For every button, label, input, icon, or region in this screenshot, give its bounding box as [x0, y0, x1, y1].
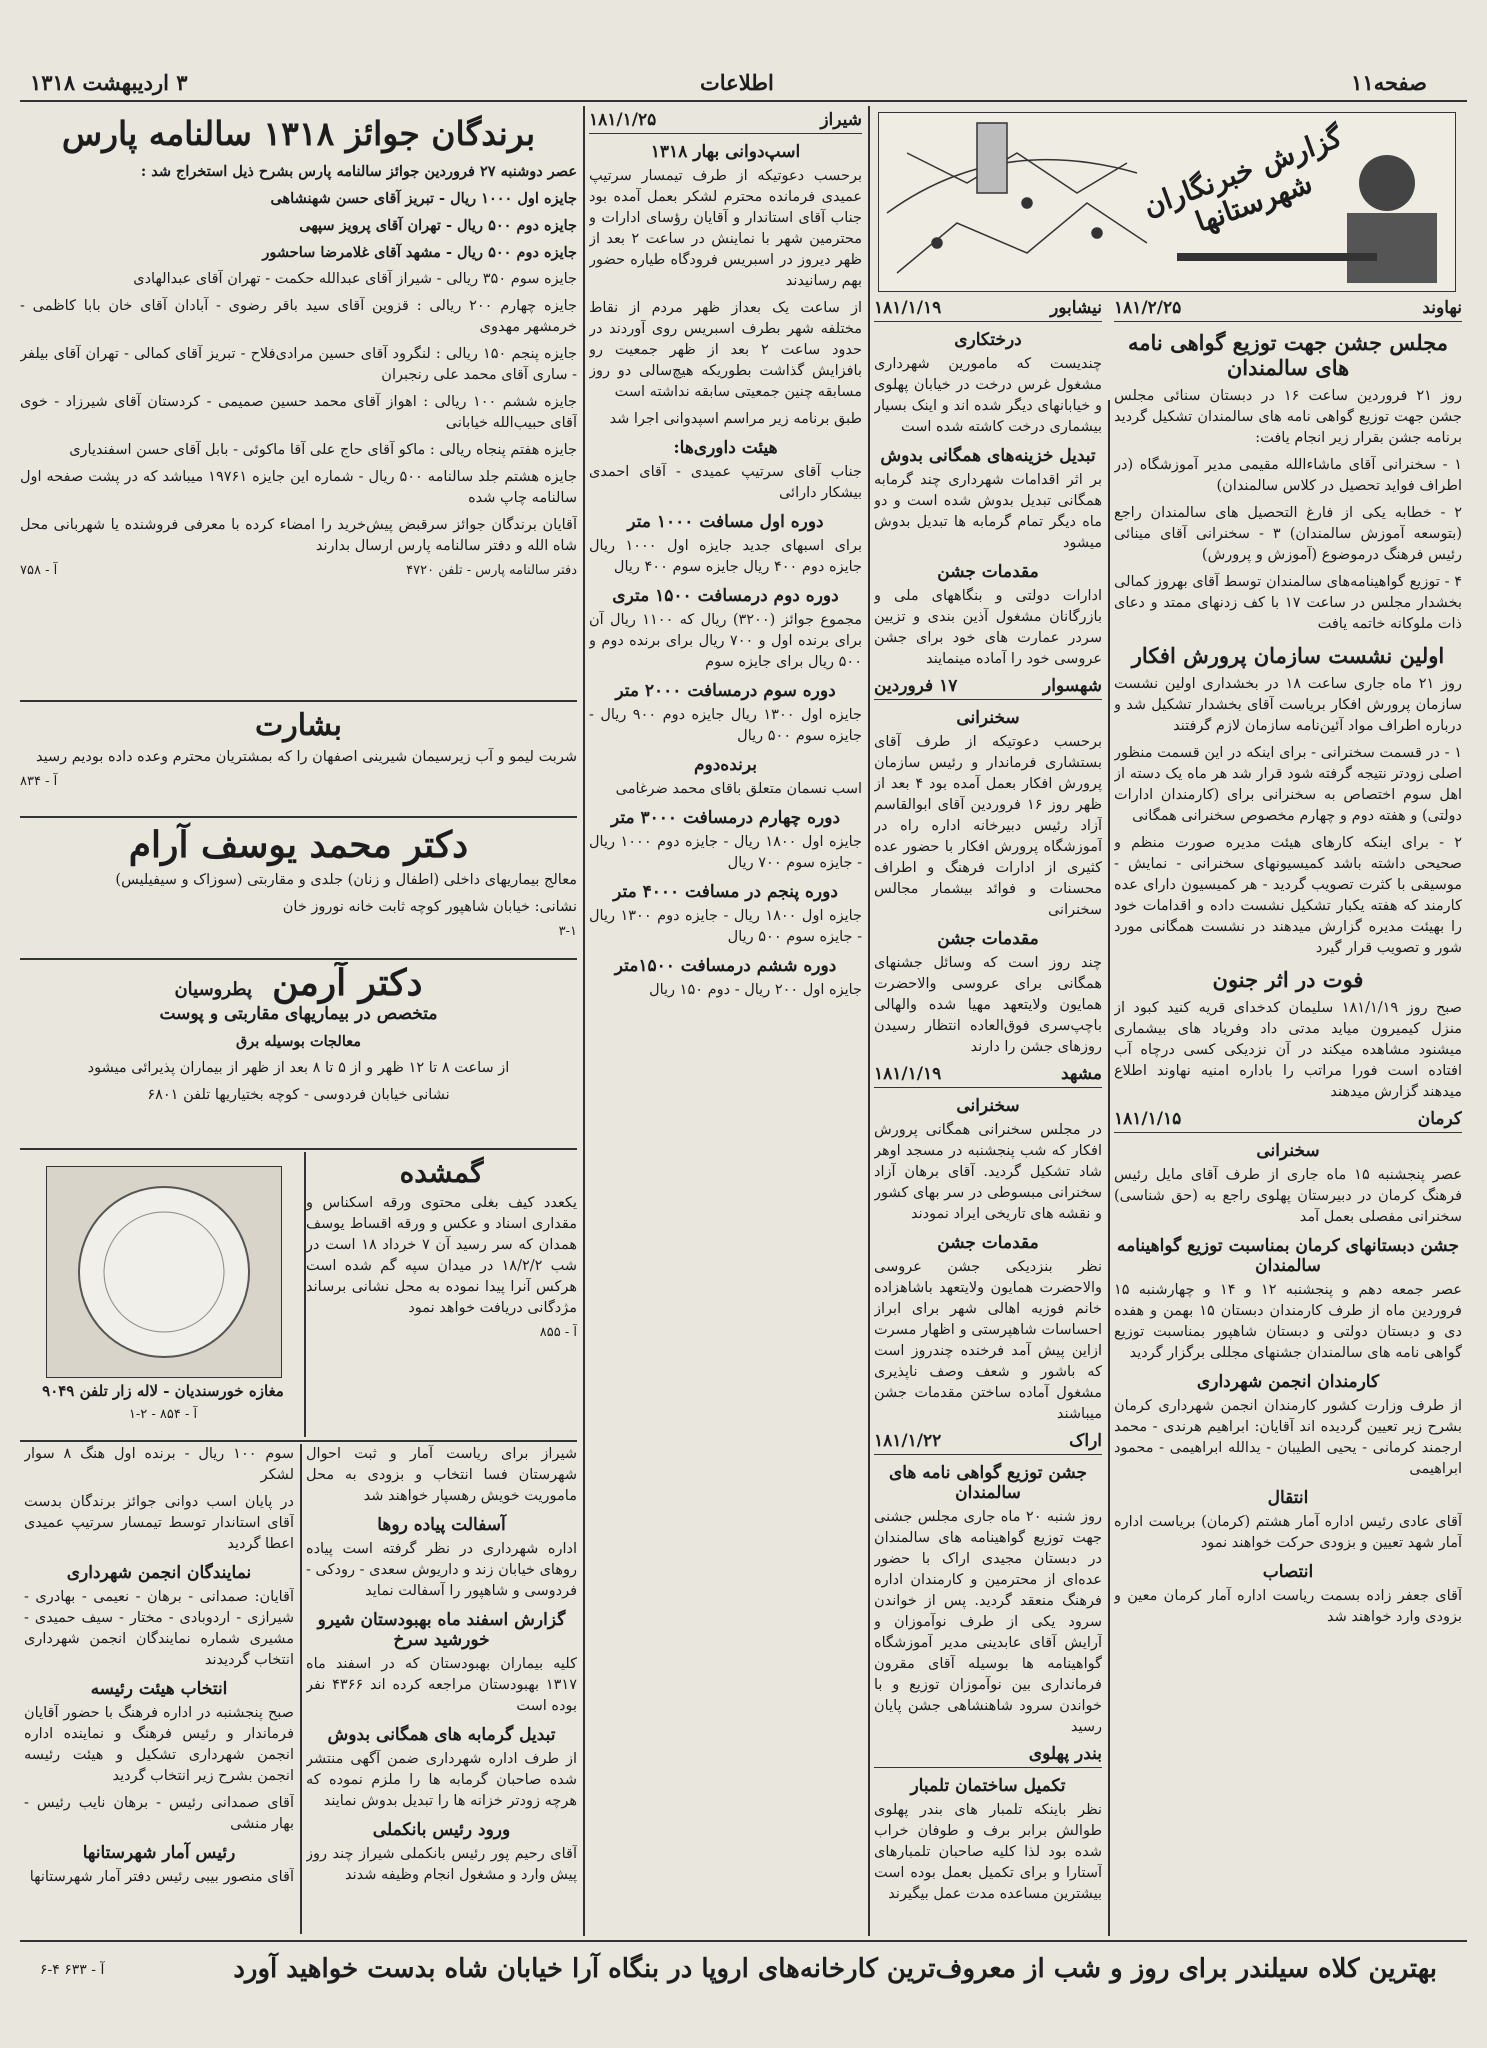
- date: ۱۸۱/۱/۱۵: [1114, 1109, 1182, 1129]
- column-mid-left: [589, 108, 862, 1936]
- city: شیراز: [820, 110, 862, 130]
- ad-title: دکتر محمد یوسف آرام: [128, 824, 469, 866]
- date: ۱۸۱/۲/۲۵: [1114, 298, 1182, 318]
- paragraph: آقایان: صمدانی - برهان - نعیمی - بهادری - شیرازی - اردوبادی - مختار - سیف حمیدی - مشیری شماره نمایندگان انجمن شهرداری انتخاب گردیدند: [24, 1589, 294, 1668]
- column-left-b: [24, 1444, 294, 1934]
- headline: اسپ‌دوانی بهار ۱۳۱۸: [650, 142, 801, 162]
- issue-date: ۳ اردیبهشت ۱۳۱۸: [30, 70, 188, 95]
- ad-rule: [304, 1152, 306, 1437]
- headline: سخنرانی: [956, 1096, 1020, 1116]
- headline: آسفالت پیاده روها: [377, 1515, 506, 1535]
- paragraph: ۲ - خطابه یکی از فارغ التحصیل های سالمندان راجع (بتوسعه آموزش سالمندان) ۳ - سخنرانی آقای مینائی رئیس فرهنگ درموضوع (آموزش و پرورش): [1114, 505, 1462, 563]
- ad-title: برندگان جوائز ۱۳۱۸ سالنامه پارس: [61, 114, 536, 153]
- ad-dr-armen: [20, 962, 577, 1142]
- ad-text: آقایان برندگان جوائز سرقبض پیش‌خرید را امضاء کرده با معرفی فروشنده یا شهربانی محل شاه الله و دفتر سالنامه پارس ارسال بدارند: [20, 517, 577, 554]
- ad-code: آ - ۸۳۴: [20, 774, 58, 789]
- headline: برنده‌دوم: [694, 755, 757, 775]
- headline: دوره پنجم در مسافت ۴۰۰۰ متر: [613, 882, 838, 902]
- city: نهاوند: [1422, 298, 1462, 318]
- paragraph: بر اثر اقدامات شهرداری چند گرمابه همگانی تبدیل بدوش شده است و دو ماه دیگر تمام گرمابه ها تبدیل بدوش میشود: [874, 472, 1102, 551]
- paragraph: ۱ - سخنرانی آقای ماشاءالله مقیمی مدیر آموزشگاه (در اطراف فواید تحصیل در کلاس سالمندان): [1114, 457, 1462, 494]
- headline: دوره ششم درمسافت ۱۵۰۰متر: [614, 956, 837, 976]
- city: کرمان: [1417, 1109, 1462, 1129]
- date: ۱۸۱/۱/۱۹: [874, 1064, 942, 1084]
- headline: دوره اول مسافت ۱۰۰۰ متر: [627, 512, 824, 532]
- headline: مجلس جشن جهت توزیع گواهی نامه های سالمندان: [1128, 330, 1448, 380]
- dateline: [874, 1431, 1102, 1455]
- paragraph: جایزه اول ۱۸۰۰ ریال - جایزه دوم ۱۳۰۰ ریال - جایزه سوم ۵۰۰ ریال: [589, 908, 862, 945]
- paragraph: آقای منصور بیبی رئیس دفتر آمار شهرستانها: [29, 1869, 294, 1885]
- paragraph: روز ۲۱ ماه جاری ساعت ۱۸ در بخشداری اولین نشست سازمان پرورش افکار بریاست آقای بخشدار تشکیل شد و درباره اطراف مواد آئین‌نامه سازمان لازم گرفتند: [1114, 676, 1462, 734]
- column-mid-right: [874, 296, 1102, 1936]
- paragraph: عصر پنجشنبه ۱۵ ماه جاری از طرف آقای مایل رئیس فرهنگ کرمان در دبیرستان پهلوی راجع به (حق شناسی) سخنرانی مفصلی بعمل آمد: [1114, 1167, 1462, 1225]
- ad-lost-item: [306, 1152, 577, 1432]
- date: ۱۷ فروردین: [874, 676, 958, 696]
- headline: جشن توزیع گواهی نامه های سالمندان: [888, 1463, 1088, 1503]
- headline: مقدمات جشن: [937, 562, 1039, 582]
- ad-text: جایزه ششم ۱۰۰ ریالی : اهواز آقای محمد حسین صمیمی - کردستان آقای شیرزاد - خوی آقای حبیب‌الله خیابانی: [20, 394, 577, 431]
- dateline: [1114, 298, 1462, 322]
- city: شهسوار: [1043, 676, 1102, 696]
- headline: نمایندگان انجمن شهرداری: [66, 1563, 252, 1583]
- headline: اولین نشست سازمان پرورش افکار: [1131, 643, 1445, 668]
- paragraph: روز شنبه ۲۰ ماه جاری مجلس جشنی جهت توزیع گواهینامه های سالمندان در دبستان مجیدی اراک با حضور عده‌ای از محترمین و کارمندان اداره فرهنگ منعقد گردید. پس از خواندن سرود یکی از طرف نوآموزان و آرایش آقای عابدینی مدیر آموزشگاه گواهینامه ها بوسیله آقای مقرون فرمانداری بین نوآموزان توزیع و با خواندن سرود شاهنشاهی جشن پایان رسید: [874, 1509, 1102, 1735]
- paragraph: چندیست که مامورین شهرداری مشغول غرس درخت در خیابان پهلوی و خیابانهای دیگر شده اند و اینک بسیار بیشماری درخت کاشته شده است: [874, 356, 1102, 435]
- headline: انتصاب: [1262, 1562, 1314, 1582]
- ad-text: معالج بیماریهای داخلی (اطفال و زنان) جلدی و مقاربتی (سوزاک و سیفیلیس): [115, 872, 577, 888]
- paragraph: ۲ - برای اینکه کارهای هیئت مدیره صورت منظم و صحیحی داشته باشد کمیسیونهای سخنرانی - نمایش - موسیقی با کثرت تصویب گردید - هر کمیسیون دارای عده کارمند که هفته یکبار تشکیل نشست داده و اقدامات خود را بهیئت مدیره گزارش میدهند در نشست همگانی مورد شور و تصویب قرار گیرد: [1114, 835, 1462, 956]
- headline: تکمیل ساختمان تلمبار: [910, 1776, 1066, 1796]
- ad-title: بشارت: [255, 708, 342, 743]
- headline: دوره سوم درمسافت ۲۰۰۰ متر: [615, 681, 836, 701]
- paragraph: صبح روز ۱۸۱/۱/۱۹ سلیمان کدخدای قریه کنید کبود از منزل کیمیرون میاید مدتی داد وفریاد های بیشماری میشنود مشاهده میکند در آن نزدیکی کسی درچاه آب افتاده است فورا مراتب را باداره امنیه نهاوند اطلاع میدهند گزارش میدهند: [1114, 1000, 1462, 1100]
- footer-ad-code: آ - ۶۳۳ ۴-۶: [40, 1962, 105, 1978]
- paragraph: ۴ - توزیع گواهینامه‌های سالمندان توسط آقای بهروز کمالی بخشدار مجلس در ساعت ۱۷ با کف زدنهای ممتد و دعای ذات ملوکانه خاتمه یافت: [1114, 574, 1462, 632]
- ad-text: جایزه اول ۱۰۰۰ ریال - تبریز آقای حسن شهنشاهی: [270, 190, 577, 207]
- paragraph: آقای صمدانی رئیس - برهان نایب رئیس - بهار منشی: [24, 1795, 294, 1832]
- ad-text: نشانی خیابان فردوسی - کوچه بختیاریها تلفن ۶۸۰۱: [147, 1087, 450, 1103]
- headline: گزارش اسفند ماه بهبودستان شیرو خورشید سرخ: [317, 1610, 566, 1650]
- headline: کارمندان انجمن شهرداری: [1196, 1372, 1380, 1392]
- date: ۱۸۱/۱/۲۵: [589, 110, 657, 130]
- city: اراک: [1069, 1431, 1102, 1451]
- paragraph: برحسب دعوتیکه از طرف تیمسار سرتیپ عمیدی فرمانده محترم لشکر بعمل آمده بود جناب آقای استاندار و آقایان رؤسای ادارات و محترمین شهر با نماینش در ساعت ۲ بعد از ظهر دیروز در اسبریس فرودگاه طیاره حضور بهم رسانیدند: [589, 168, 862, 289]
- ad-rule: [20, 816, 577, 818]
- ad-text: جایزه هفتم پنجاه ریالی : ماکو آقای حاج علی آقا ماکوئی - بابل آقای حسن اسفندیاری: [69, 442, 577, 458]
- page-number: صفحه۱۱: [1351, 70, 1427, 95]
- ad-rule: [20, 958, 577, 960]
- ad-bisharat: [20, 704, 577, 814]
- ad-rule: [20, 1148, 577, 1150]
- paragraph: اداره شهرداری در نظر گرفته است پیاده روهای خیابان زند و داریوش سعدی - رودکی - فردوسی و شاهپور را آسفالت نماید: [306, 1541, 577, 1599]
- reporters-banner: [878, 112, 1456, 292]
- headline: رئیس آمار شهرستانها: [82, 1843, 236, 1863]
- paragraph: سوم ۱۰۰ ریال - برنده اول هنگ ۸ سوار لشکر: [24, 1446, 294, 1483]
- headline: مقدمات جشن: [937, 929, 1039, 949]
- ad-text: جایزه پنجم ۱۵۰ ریالی : لنگرود آقای حسین مرادی‌فلاح - تبریز آقای کمالی - تهران آقای بیلفر - ساری آقای محمد علی رنجبران: [20, 346, 577, 383]
- headline: ورود رئیس بانکملی: [372, 1820, 511, 1840]
- ad-text: متخصص در بیماریهای مقاربتی و پوست: [159, 1004, 438, 1024]
- column-rule: [583, 106, 585, 1936]
- dateline: [874, 676, 1102, 700]
- dateline: [1114, 1109, 1462, 1133]
- paragraph: در مجلس سخنرانی همگانی پرورش افکار که شب پنجشنبه در مسجد اوهر شاد تشکیل گردید. آقای برهان آزاد سخنرانی مبسوطی در سر بهای کشور و نقشه های تاریخی ایراد نمودند: [874, 1122, 1102, 1222]
- paragraph: نظر بنزدیکی جشن عروسی والاحضرت همایون ولایتعهد باشاهزاده خانم فوزیه اهالی شهر برای ابراز احساسات شاهپرستی و اظهار مسرت ازاین پیش آمد فرخنده چندروز است که باشور و شعف وصف ناپذیری مشغول آماده ساختن مقدمات جشن میباشند: [874, 1259, 1102, 1422]
- ad-text: جایزه دوم ۵۰۰ ریال - تهران آقای پرویز سپهی: [299, 217, 577, 234]
- ad-footer: دفتر سالنامه پارس - تلفن ۴۷۲۰: [406, 563, 577, 578]
- ad-text: جایزه دوم ۵۰۰ ریال - مشهد آقای غلامرضا ساحشور: [262, 244, 577, 261]
- footer-rule: [20, 1940, 1467, 1942]
- paragraph: جایزه اول ۱۳۰۰ ریال جایزه دوم ۹۰۰ ریال - جایزه سوم ۵۰۰ ریال: [589, 707, 862, 744]
- paragraph: برای اسبهای جدید جایزه اول ۱۰۰۰ ریال جایزه دوم ۴۰۰ ریال جایزه سوم ۴۰۰ ریال: [589, 538, 862, 575]
- paragraph: آقای رحیم پور رئیس بانکملی شیراز چند روز پیش وارد و مشغول انجام وظیفه شدند: [306, 1846, 577, 1883]
- headline: فوت در اثر جنون: [1212, 967, 1364, 992]
- headline: سخنرانی: [1256, 1141, 1320, 1161]
- ad-rule: [20, 700, 577, 702]
- paragraph: شیراز برای ریاست آمار و ثبت احوال شهرستان فسا انتخاب و بزودی به محل ماموریت خویش رهسپار خواهند شد: [306, 1446, 577, 1504]
- column-right: [1114, 296, 1462, 1936]
- paragraph: از طرف اداره شهرداری ضمن آگهی منتشر شده صاحبان گرمابه ها را ملزم نموده که هرچه زودتر خزانه ها را تبدیل بدوش نمایند: [306, 1751, 577, 1809]
- paragraph: چند روز است که وسائل جشنهای همگانی برای عروسی والاحضرت همایون ولایتعهد مهیا شده والهالی باچپ‌سری فوق‌العاده انتظار رسیدن روزهای جشن را دارند: [874, 955, 1102, 1055]
- ad-code: آ - ۸۵۴ - ۲-۱: [128, 1407, 198, 1422]
- ad-title: دکتر آرمن: [272, 962, 423, 1004]
- headline: انتقال: [1267, 1488, 1309, 1508]
- footer-ad: [20, 1948, 1467, 2008]
- paragraph: آقای جعفر زاده بسمت ریاست اداره آمار کرمان معین و بزودی وارد خواهند شد: [1114, 1588, 1462, 1625]
- ad-text: جایزه چهارم ۲۰۰ ریالی : قزوین آقای سید باقر رضوی - آبادان آقای خان بابا کاظمی - خرمشهر مهدوی: [20, 298, 577, 335]
- ad-caption: مغازه خورسندیان - لاله زار تلفن ۹۰۴۹: [42, 1382, 284, 1400]
- ad-title: گمشده: [399, 1156, 484, 1189]
- paragraph: اسب نسمان متعلق باقای محمد ضرغامی: [615, 781, 862, 797]
- paragraph: از ساعت یک بعداز ظهر مردم از نقاط مختلفه شهر بطرف اسبریس روی آوردند در حدود ساعت ۲ بعد از ظهر جمعیت رو بافزایش گذاشت بطوریکه هیچ‌سالی دو روز مسابقه چنین جمعیتی سابقه نداشته است: [589, 300, 862, 400]
- column-rule: [868, 106, 870, 1936]
- dateline: [589, 110, 862, 134]
- paragraph: کلیه بیماران بهبودستان که در اسفند ماه ۱۳۱۷ بهبودستان مراجعه کرده اند ۴۳۶۶ نفر بوده است: [306, 1656, 577, 1714]
- paragraph: ادارات دولتی و بنگاههای ملی و بازرگانان مشغول آذین بندی و تزیین سردر عمارت های خود برای جشن عروسی خود را آماده مینمایند: [874, 588, 1102, 667]
- ad-text: از ساعت ۸ تا ۱۲ ظهر و از ۵ تا ۸ بعد از ظهر از بیماران پذیرائی میشود: [87, 1060, 510, 1076]
- headline: دوره دوم درمسافت ۱۵۰۰ متری: [612, 586, 839, 606]
- headline: انتخاب هیئت رئیسه: [90, 1679, 228, 1699]
- city: بندر پهلوی: [1028, 1744, 1102, 1764]
- paragraph: از طرف وزارت کشور کارمندان انجمن شهرداری کرمان بشرح زیر تعیین گردیده اند آقایان: ابراهیم هرندی - محمد ارجمند کرمانی - یحیی الطیبان - یدالله ابراهیمی - محمود ابراهیمی: [1114, 1398, 1462, 1477]
- paragraph: مجموع جوائز (۳۲۰۰) ریال که ۱۱۰۰ ریال آن برای برنده اول و ۷۰۰ ریال برای برنده دوم و ۵۰۰ ریال برای جایزه سوم: [589, 612, 862, 670]
- paragraph: نظر باینکه تلمبار های بندر پهلوی طوالش برابر برف و طوفان خراب شده بود لذا کلیه صاحبان تلمبارهای آستارا و برای تکمیل بعمل بوده است بیشترین مساعده مدت عمل بیگیرند: [874, 1802, 1102, 1902]
- paper-name: اطلاعات: [700, 70, 774, 95]
- paragraph: ۱ - در قسمت سخنرانی - برای اینکه در این قسمت منظور اصلی زودتر نتیجه گرفته شود قرار شد هر ماه یک دسته از اهل سوم اختصاص به سخنرانی برای (کارمندان ادارات دولتی) و هفته دوم و چهارم مخصوص سخنرانی همگانی: [1114, 745, 1462, 824]
- headline: دوره چهارم درمسافت ۳۰۰۰ متر: [610, 808, 841, 828]
- photo-plate: [46, 1166, 282, 1378]
- column-left-a: [306, 1444, 577, 1934]
- headline: تبدیل گرمابه های همگانی بدوش: [327, 1725, 556, 1745]
- ad-khorsandian: [26, 1152, 300, 1437]
- ad-text: نشانی: خیابان شاهپور کوچه ثابت خانه نوروز خان: [282, 899, 577, 915]
- column-rule: [300, 1444, 302, 1934]
- paragraph: طبق برنامه زیر مراسم اسپدوانی اجرا شد: [609, 411, 862, 427]
- ad-text: معالجات بوسیله برق: [235, 1033, 362, 1050]
- banner-title: گزارش خبرنگاران شهرستانها: [1138, 120, 1347, 239]
- ad-dr-aram: [20, 820, 577, 955]
- paragraph: جناب آقای سرتیپ عمیدی - آقای احمدی بیشکار دارائی: [589, 464, 862, 501]
- headline: تبدیل خزینه‌های همگانی بدوش: [880, 446, 1096, 466]
- headline: هیئت داوری‌ها:: [673, 438, 778, 458]
- ad-text: عصر دوشنبه ۲۷ فروردین جوائز سالنامه پارس بشرح ذیل استخراج شد :: [140, 163, 577, 180]
- paragraph: در پایان اسب دوانی جوائز برندگان بدست آقای استاندار توسط تیمسار سرتیپ عمیدی اعطا گردید: [24, 1494, 294, 1552]
- headline: سخنرانی: [956, 708, 1020, 728]
- ad-code: ۳-۱: [558, 924, 577, 939]
- paragraph: آقای عادی رئیس اداره آمار هشتم (کرمان) بریاست اداره آمار شهد تعیین و بزودی حرکت خواهند نمود: [1114, 1514, 1462, 1551]
- column-rule: [1108, 400, 1110, 1936]
- ad-code: آ - ۸۵۵: [539, 1325, 577, 1340]
- city: نیشابور: [1050, 298, 1102, 318]
- city: مشهد: [1060, 1064, 1102, 1084]
- date: ۱۸۱/۱/۲۲: [874, 1431, 942, 1451]
- footer-ad-text: بهترین کلاه سیلندر برای روز و شب از معروف‌ترین کارخانه‌های اروپا در بنگاه آرا خیابان شاه بدست خواهید آورد: [233, 1954, 1437, 1984]
- paragraph: روز ۲۱ فروردین ساعت ۱۶ در دبستان سنائی مجلس جشن جهت توزیع گواهی نامه های سالمندان تشکیل گردید برنامه جشن بقرار زیر انجام یافت:: [1114, 388, 1462, 446]
- dateline: [874, 1064, 1102, 1088]
- dateline: [874, 298, 1102, 322]
- ad-rule: [20, 1440, 577, 1442]
- paragraph: صبح پنجشنبه در اداره فرهنگ با حضور آقایان فرماندار و رئیس فرهنگ و نماینده اداره انجمن شهرداری تشکیل و هیئت رئیسه انجمن بشرح زیر انتخاب گردید: [24, 1705, 294, 1784]
- headline: مقدمات جشن: [937, 1233, 1039, 1253]
- headline: جشن دبستانهای کرمان بمناسبت توزیع گواهینامه سالمندان: [1117, 1236, 1459, 1276]
- ad-text: شربت لیمو و آب زیرسیمان شیرینی اصفهان را که بمشتریان محترم وعده داده بودیم رسید: [36, 749, 577, 765]
- ad-text: یکعدد کیف بغلی محتوی ورقه اسکناس و مقداری اسناد و عکس و ورقه اقساط یوسف همدان که سر رسید آن ۷ خرداد ۱۸ است در شب ۱۸/۲/۲ در میدان سپه گم شده است هرکس آنرا پیدا نموده به محل نشانی برساند مژدگانی دریافت خواهد نمود: [306, 1195, 577, 1316]
- sun-icon: [47, 1167, 281, 1377]
- ad-text: جایزه هشتم جلد سالنامه ۵۰۰ ریال - شماره این جایزه ۱۹۷۶۱ میباشد که در پشت صفحه اول سالنامه چاپ شده: [20, 469, 577, 506]
- paragraph: جایزه اول ۱۸۰۰ ریال - جایزه دوم ۱۰۰۰ ریال - جایزه سوم ۷۰۰ ریال: [589, 834, 862, 871]
- paragraph: عصر جمعه دهم و پنجشنبه ۱۲ و ۱۴ و چهارشنبه ۱۵ فروردین ماه از طرف کارمندان دبستان ۱۵ بهمن و هفده دی و دبستان دولتی و دبستان شاهپور بمناسبت توزیع گواهی نامه های سالمندان جشنهای مجللی برگزار گردید: [1114, 1282, 1462, 1361]
- paragraph: جایزه اول ۲۰۰ ریال - دوم ۱۵۰ ریال: [649, 982, 862, 998]
- date: ۱۸۱/۱/۱۹: [874, 298, 942, 318]
- masthead-rule: [20, 100, 1467, 102]
- ad-text: جایزه سوم ۳۵۰ ریالی - شیراز آقای عبدالله حکمت - تهران آقای عبدالهادی: [133, 271, 577, 287]
- ad-subtitle: پطروسیان: [174, 979, 253, 1000]
- dateline: [874, 1744, 1102, 1768]
- paragraph: برحسب دعوتیکه از طرف آقای بستشاری فرماندار و رئیس سازمان پرورش افکار بعمل آمده بود ۴ بعد از ظهر روز ۱۶ فروردین آقای ابوالقاسم آزاد رئیس دبیرخانه اداره راه در آموزشگاه پرورش افکار با حضور عده کثیری از ادارات فرهنگ و اطراف محسنات و فوائد بیشمار مجالس سخنرانی: [874, 734, 1102, 918]
- ad-parsi-almanac: [20, 108, 577, 694]
- headline: درختکاری: [954, 330, 1022, 350]
- ad-code: آ - ۷۵۸: [20, 563, 58, 578]
